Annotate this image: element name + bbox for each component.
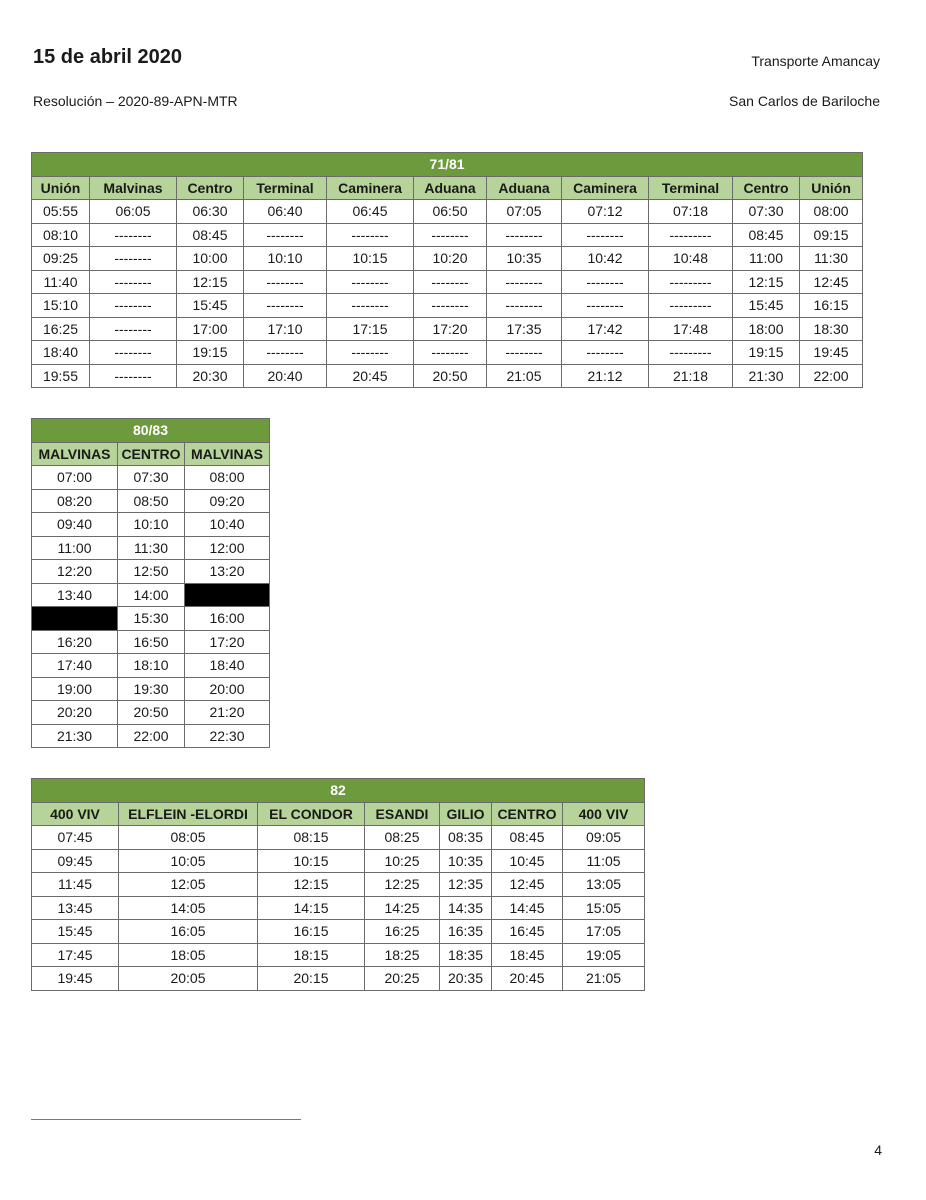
table-title: 82 [32,779,645,803]
column-header: MALVINAS [185,442,270,466]
time-cell: 10:40 [185,513,270,537]
column-header: Caminera [327,176,414,200]
schedule-table-71-81 [31,152,863,388]
time-cell: 11:30 [118,536,185,560]
time-cell: 12:25 [365,873,440,897]
time-cell: 17:05 [563,920,645,944]
time-cell: 18:35 [440,943,492,967]
table-row [32,896,645,920]
column-header: CENTRO [118,442,185,466]
time-cell: --------- [649,270,733,294]
time-cell: 17:20 [414,317,487,341]
time-cell: -------- [244,223,327,247]
table-title: 71/81 [32,153,863,177]
column-header: GILIO [440,802,492,826]
time-cell: -------- [562,294,649,318]
time-cell: 08:25 [365,826,440,850]
time-cell: 15:45 [177,294,244,318]
time-cell: 21:30 [32,724,118,748]
time-cell: 17:48 [649,317,733,341]
time-cell: -------- [562,341,649,365]
time-cell: 12:45 [492,873,563,897]
time-cell: 14:05 [119,896,258,920]
time-cell: 18:45 [492,943,563,967]
time-cell: 12:15 [733,270,800,294]
time-cell: 19:15 [733,341,800,365]
time-cell: 10:48 [649,247,733,271]
time-cell: 09:15 [800,223,863,247]
time-cell: 17:00 [177,317,244,341]
time-cell: -------- [244,294,327,318]
time-cell: 22:00 [800,364,863,388]
time-cell: 10:35 [487,247,562,271]
time-cell: 11:00 [32,536,118,560]
time-cell: 05:55 [32,200,90,224]
table-row [32,513,270,537]
time-cell: 09:40 [32,513,118,537]
column-header: ESANDI [365,802,440,826]
time-cell: -------- [327,223,414,247]
table-title: 80/83 [32,419,270,443]
time-cell: -------- [487,341,562,365]
column-header: Centro [733,176,800,200]
time-cell: -------- [90,270,177,294]
time-cell: 16:45 [492,920,563,944]
column-header: Terminal [244,176,327,200]
time-cell: -------- [90,317,177,341]
header-row [32,802,645,826]
column-header: 400 VIV [563,802,645,826]
time-cell: 21:18 [649,364,733,388]
time-cell: 19:45 [32,967,119,991]
time-cell: 08:45 [177,223,244,247]
time-cell: 10:15 [327,247,414,271]
table-row [32,341,863,365]
table-row [32,536,270,560]
table-row [32,560,270,584]
schedule-table-80-83 [31,418,270,748]
time-cell: 11:40 [32,270,90,294]
time-cell: 19:05 [563,943,645,967]
time-cell: -------- [90,341,177,365]
time-cell: -------- [327,270,414,294]
time-cell: 13:20 [185,560,270,584]
time-cell: 20:40 [244,364,327,388]
time-cell: 09:05 [563,826,645,850]
table-row [32,943,645,967]
table-row [32,466,270,490]
table-row [32,317,863,341]
column-header: EL CONDOR [258,802,365,826]
time-cell: 17:20 [185,630,270,654]
time-cell: -------- [562,270,649,294]
time-cell: 12:50 [118,560,185,584]
table-row [32,826,645,850]
time-cell: --------- [649,223,733,247]
table-row [32,701,270,725]
column-header: 400 VIV [32,802,119,826]
time-cell: 16:00 [185,607,270,631]
time-cell: 14:45 [492,896,563,920]
header-row [32,442,270,466]
time-cell: -------- [244,341,327,365]
table-row [32,849,645,873]
table-row [32,724,270,748]
time-cell: 11:45 [32,873,119,897]
time-cell: 19:45 [800,341,863,365]
time-cell: 11:00 [733,247,800,271]
time-cell: -------- [487,294,562,318]
time-cell: 10:25 [365,849,440,873]
time-cell: 20:35 [440,967,492,991]
table-row [32,364,863,388]
time-cell: 18:40 [185,654,270,678]
time-cell: 18:25 [365,943,440,967]
time-cell: 20:45 [327,364,414,388]
schedule-table-82 [31,778,645,991]
time-cell: -------- [414,223,487,247]
company-name: Transporte Amancay [751,53,880,69]
header-row [32,176,863,200]
time-cell: 07:18 [649,200,733,224]
time-cell: 16:20 [32,630,118,654]
time-cell: 18:10 [118,654,185,678]
table-row [32,270,863,294]
time-cell: 08:00 [800,200,863,224]
time-cell: 18:00 [733,317,800,341]
time-cell: 16:05 [119,920,258,944]
time-cell: 18:30 [800,317,863,341]
time-cell: 11:30 [800,247,863,271]
time-cell: 16:15 [258,920,365,944]
time-cell: 20:25 [365,967,440,991]
redacted-cell [185,583,270,607]
time-cell: 22:00 [118,724,185,748]
column-header: Aduana [414,176,487,200]
time-cell: 14:25 [365,896,440,920]
table-row [32,920,645,944]
table-row [32,967,645,991]
time-cell: 10:00 [177,247,244,271]
time-cell: 17:42 [562,317,649,341]
time-cell: 14:00 [118,583,185,607]
time-cell: 20:05 [119,967,258,991]
time-cell: -------- [414,270,487,294]
time-cell: 14:35 [440,896,492,920]
time-cell: 20:50 [118,701,185,725]
time-cell: 17:35 [487,317,562,341]
column-header: CENTRO [492,802,563,826]
column-header: Centro [177,176,244,200]
time-cell: 16:35 [440,920,492,944]
time-cell: 18:15 [258,943,365,967]
time-cell: 12:00 [185,536,270,560]
time-cell: 17:45 [32,943,119,967]
time-cell: 13:45 [32,896,119,920]
table-row [32,654,270,678]
time-cell: --------- [649,341,733,365]
time-cell: 19:15 [177,341,244,365]
time-cell: 22:30 [185,724,270,748]
time-cell: 08:00 [185,466,270,490]
time-cell: 08:15 [258,826,365,850]
column-header: Unión [32,176,90,200]
time-cell: 07:45 [32,826,119,850]
column-header: ELFLEIN -ELORDI [119,802,258,826]
time-cell: 16:50 [118,630,185,654]
time-cell: -------- [327,341,414,365]
time-cell: 21:05 [563,967,645,991]
city-name: San Carlos de Bariloche [729,93,880,109]
time-cell: 15:45 [32,920,119,944]
column-header: Terminal [649,176,733,200]
time-cell: 06:05 [90,200,177,224]
table-row [32,294,863,318]
time-cell: 21:12 [562,364,649,388]
time-cell: -------- [90,294,177,318]
time-cell: 10:35 [440,849,492,873]
time-cell: 10:05 [119,849,258,873]
time-cell: 10:20 [414,247,487,271]
time-cell: 20:00 [185,677,270,701]
time-cell: 10:10 [244,247,327,271]
time-cell: -------- [487,223,562,247]
time-cell: 08:20 [32,489,118,513]
time-cell: 13:05 [563,873,645,897]
time-cell: -------- [90,223,177,247]
time-cell: 08:45 [733,223,800,247]
time-cell: 07:05 [487,200,562,224]
time-cell: 07:12 [562,200,649,224]
time-cell: --------- [649,294,733,318]
table-row [32,630,270,654]
time-cell: 08:50 [118,489,185,513]
time-cell: -------- [90,247,177,271]
time-cell: 20:50 [414,364,487,388]
time-cell: 09:25 [32,247,90,271]
page-number: 4 [874,1142,882,1158]
table-row [32,607,270,631]
time-cell: 08:45 [492,826,563,850]
page-title: 15 de abril 2020 [33,46,182,68]
table-row [32,247,863,271]
table-row [32,200,863,224]
redacted-cell [32,607,118,631]
time-cell: 10:45 [492,849,563,873]
time-cell: -------- [327,294,414,318]
time-cell: 21:05 [487,364,562,388]
time-cell: 11:05 [563,849,645,873]
time-cell: 19:00 [32,677,118,701]
table-row [32,583,270,607]
time-cell: 21:30 [733,364,800,388]
column-header: Unión [800,176,863,200]
footnote-divider [31,1119,301,1120]
time-cell: 10:15 [258,849,365,873]
time-cell: 15:30 [118,607,185,631]
resolution-number: Resolución – 2020-89-APN-MTR [33,93,238,109]
time-cell: 07:30 [118,466,185,490]
time-cell: 19:55 [32,364,90,388]
time-cell: 10:42 [562,247,649,271]
time-cell: 08:35 [440,826,492,850]
time-cell: 07:00 [32,466,118,490]
time-cell: 06:30 [177,200,244,224]
time-cell: 07:30 [733,200,800,224]
time-cell: -------- [562,223,649,247]
time-cell: 16:25 [365,920,440,944]
time-cell: 18:05 [119,943,258,967]
time-cell: 15:10 [32,294,90,318]
time-cell: 20:15 [258,967,365,991]
time-cell: -------- [244,270,327,294]
time-cell: -------- [90,364,177,388]
time-cell: 09:20 [185,489,270,513]
time-cell: 17:40 [32,654,118,678]
time-cell: 18:40 [32,341,90,365]
time-cell: 10:10 [118,513,185,537]
time-cell: 16:25 [32,317,90,341]
time-cell: -------- [414,294,487,318]
time-cell: 12:15 [258,873,365,897]
time-cell: 08:10 [32,223,90,247]
column-header: Aduana [487,176,562,200]
time-cell: 12:35 [440,873,492,897]
time-cell: 06:40 [244,200,327,224]
time-cell: 13:40 [32,583,118,607]
column-header: Malvinas [90,176,177,200]
time-cell: 20:20 [32,701,118,725]
time-cell: 15:05 [563,896,645,920]
time-cell: 06:50 [414,200,487,224]
time-cell: 09:45 [32,849,119,873]
time-cell: 20:30 [177,364,244,388]
time-cell: 21:20 [185,701,270,725]
table-row [32,223,863,247]
time-cell: -------- [487,270,562,294]
time-cell: 17:10 [244,317,327,341]
time-cell: 12:05 [119,873,258,897]
time-cell: 19:30 [118,677,185,701]
time-cell: 17:15 [327,317,414,341]
time-cell: 12:20 [32,560,118,584]
column-header: MALVINAS [32,442,118,466]
time-cell: 20:45 [492,967,563,991]
table-row [32,677,270,701]
time-cell: 15:45 [733,294,800,318]
time-cell: 14:15 [258,896,365,920]
time-cell: -------- [414,341,487,365]
time-cell: 12:15 [177,270,244,294]
table-row [32,489,270,513]
column-header: Caminera [562,176,649,200]
time-cell: 08:05 [119,826,258,850]
time-cell: 16:15 [800,294,863,318]
time-cell: 12:45 [800,270,863,294]
table-row [32,873,645,897]
time-cell: 06:45 [327,200,414,224]
